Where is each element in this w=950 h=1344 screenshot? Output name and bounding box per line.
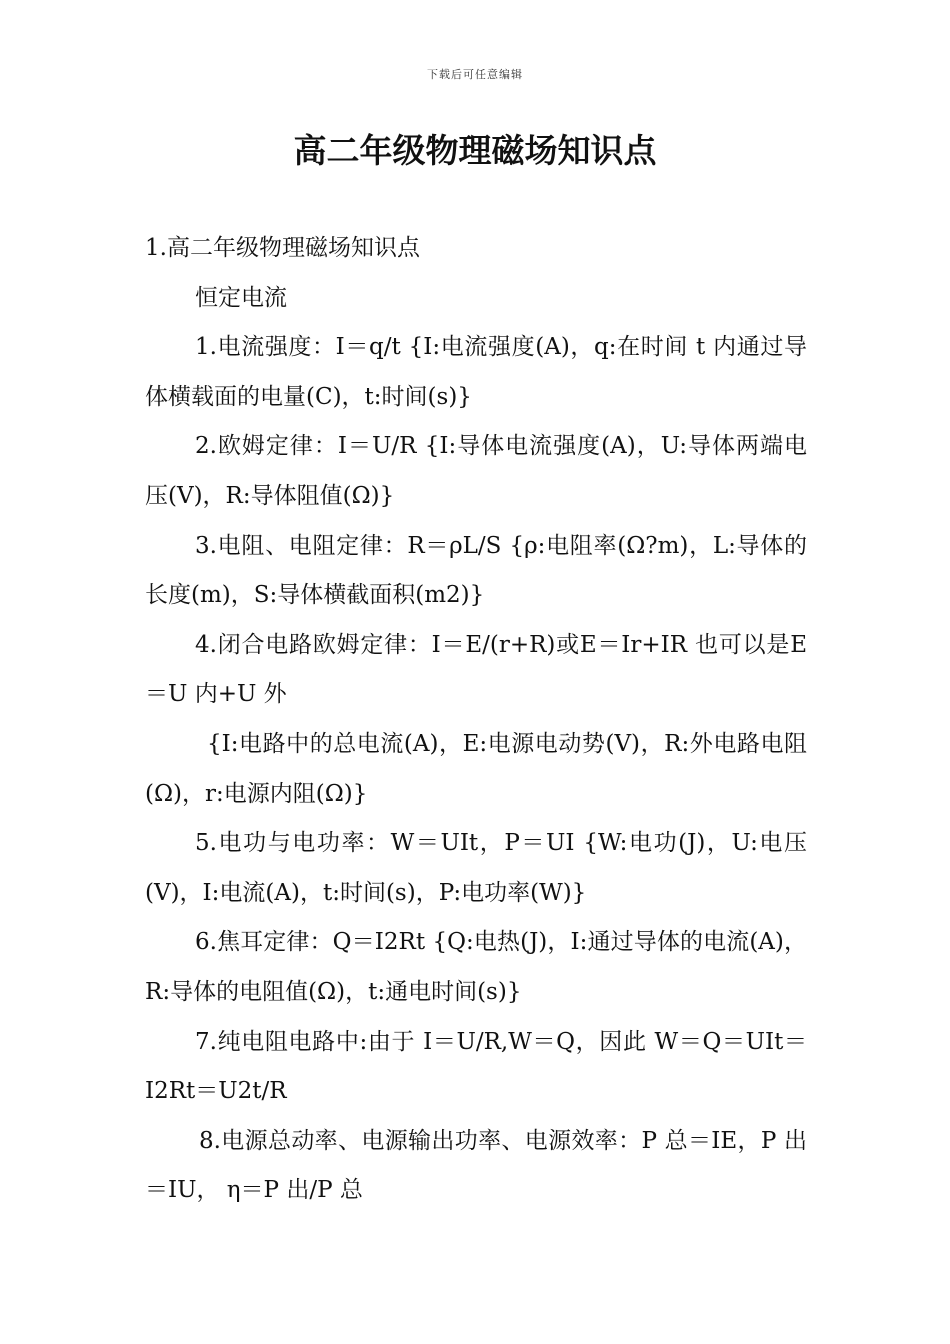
paragraph-ohms-law: 2.欧姆定律：I＝U/R {I:导体电流强度(A)，U:导体两端电压(V)，R:导体阻值(Ω)} (145, 433, 807, 509)
paragraph-power-efficiency: 8.电源总动率、电源输出功率、电源效率：P 总＝IE，P 出＝IU， η＝P 出/P 总 (145, 1127, 807, 1204)
paragraph-closed-circuit-variables: {I:电路中的总电流(A)，E:电源电动势(V)，R:外电路电阻(Ω)，r:电源内阻(Ω)} (145, 730, 807, 807)
subsection-heading: 恒定电流 (195, 284, 287, 311)
paragraph-current-intensity: 1.电流强度：I＝q/t {I:电流强度(A)，q:在时间 t 内通过导体横载面的电量(C)，t:时间(s)} (145, 334, 807, 410)
section-heading: 1.高二年级物理磁场知识点 (145, 235, 420, 261)
paragraph-resistance-law: 3.电阻、电阻定律：R＝ρL/S {ρ:电阻率(Ω?m)，L:导体的长度(m)，S:导体横截面积(m2)} (145, 532, 807, 609)
paragraph-closed-circuit-ohms-law: 4.闭合电路欧姆定律：I＝E/(r+R)或E＝Ir+IR 也可以是E＝U 内+U 外 (145, 631, 807, 708)
paragraph-joules-law: 6.焦耳定律：Q＝I2Rt {Q:电热(J)，I:通过导体的电流(A)，R:导体的电阻值(Ω)，t:通电时间(s)} (145, 929, 807, 1005)
document-body (145, 224, 807, 1216)
paragraph-pure-resistance-circuit: 7.纯电阻电路中:由于 I＝U/R,W＝Q，因此 W＝Q＝UIt＝I2Rt＝U2t/R (145, 1028, 807, 1105)
header-note: 下载后可任意编辑 (427, 68, 523, 81)
paragraph-electric-work-power: 5.电功与电功率：W＝UIt，P＝UI {W:电功(J)，U:电压(V)，I:电流(A)，t:时间(s)，P:电功率(W)} (145, 830, 807, 906)
document-title: 高二年级物理磁场知识点 (293, 131, 657, 170)
